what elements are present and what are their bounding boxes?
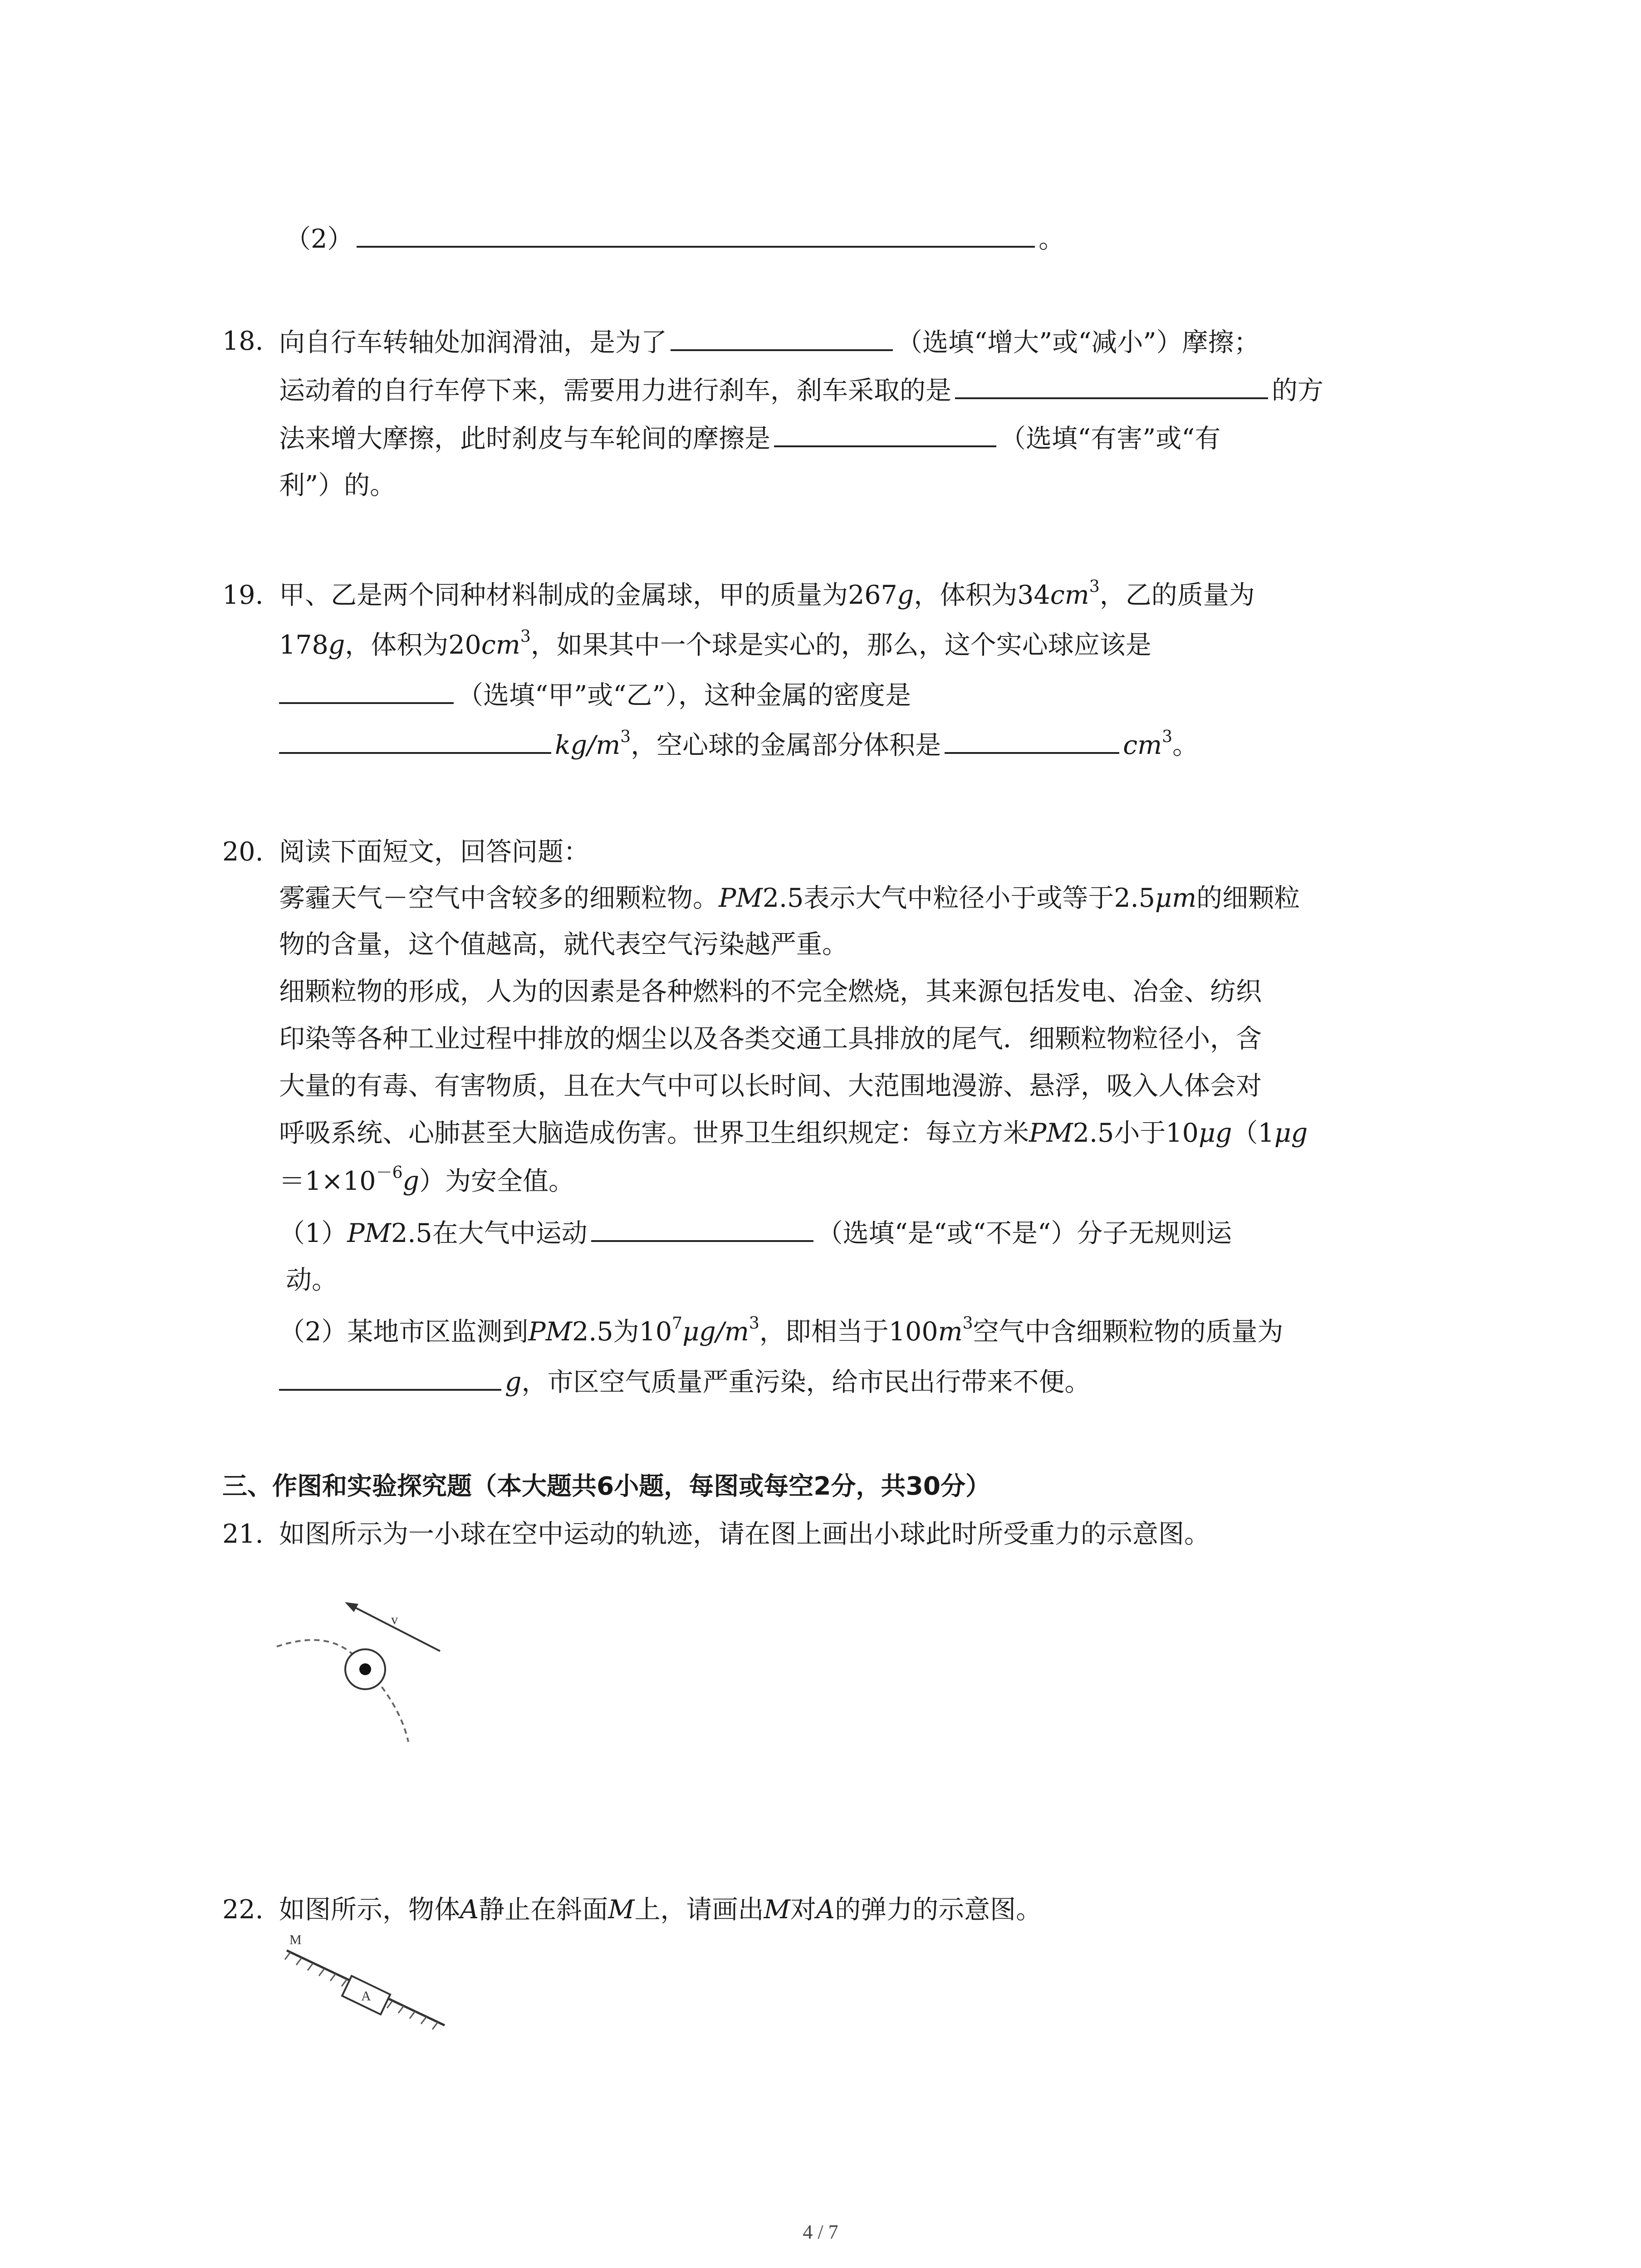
q20-line-5: 印染等各种工业过程中排放的烟尘以及各类交通工具排放的尾气．细颗粒物粒径小，含 [279,1024,1262,1054]
block-A-label: A [361,1989,371,2004]
unit-per-m: /m [715,1317,749,1347]
unit-g: g [328,630,345,660]
q22-text: 对 [790,1895,816,1925]
q20-text: 2.5为10 [572,1317,672,1347]
q18-line-3 [279,419,1220,457]
exponent: 3 [1089,577,1100,596]
unit-g: g [505,1367,522,1397]
q18-line-1 [279,323,1260,361]
q20-line-1: 阅读下面短文，回答问题： [279,837,589,867]
q20-text: （2）某地市区监测到 [279,1317,529,1347]
q20-text: ，即相当于100 [759,1317,938,1347]
q18-blank-1[interactable] [671,323,893,351]
q22-line [279,1892,1042,1928]
q21-number: 21. [222,1519,264,1549]
q20-text: ）为安全值。 [419,1166,574,1196]
q20-sub1-line-1 [279,1214,1232,1251]
ball-center-dot [359,1663,371,1675]
q22-incline-figure[interactable] [277,1928,467,2055]
q21-text: 如图所示为一小球在空中运动的轨迹，请在图上画出小球此时所受重力的示意图。 [279,1519,1210,1549]
q19-text: ，体积为20 [345,630,481,660]
q19-line-4 [279,726,1198,763]
q20-line-4: 细颗粒物的形成，人为的因素是各种燃料的不完全燃烧，其来源包括发电、冶金、纺织 [279,977,1262,1007]
q19-text: ，如果其中一个球是实心的，那么，这个实心球应该是 [530,630,1151,660]
exponent: 3 [962,1314,973,1333]
q19-number: 19. [222,580,264,610]
q19-text: 178 [279,630,328,660]
q19-line-2 [279,627,1151,663]
unit-cm: cm [1050,580,1089,610]
q17-answer-blank[interactable] [357,220,1035,248]
pm-term: PM [347,1218,391,1248]
q20-sub2-line-1 [279,1314,1283,1350]
q20-line-2 [279,880,1300,916]
q20-number: 20. [222,837,264,867]
q20-text: 2.5在大气中运动 [391,1218,588,1248]
q18-text: （选填“有害”或“有 [1000,424,1221,454]
q19-text: 甲、乙是两个同种材料制成的金属球，甲的质量为267 [279,580,897,610]
q19-blank-1[interactable] [279,676,454,704]
unit-um: μm [1155,883,1197,913]
q20-line-3: 物的含量，这个值越高，就代表空气污染越严重。 [279,929,848,959]
q22-text: 上，请画出 [634,1895,764,1925]
unit-ug: μg [1274,1118,1308,1148]
q21-ball-trajectory-figure[interactable] [272,1597,463,1746]
q20-text: 的细颗粒 [1196,883,1300,913]
q19-line-1 [279,577,1255,613]
q19-text: 。 [1172,730,1199,760]
q20-text: （选填“是“或“不是“）分子无规则运 [817,1218,1232,1248]
unit-g: g [402,1166,419,1196]
q18-text: 法来增大摩擦，此时刹皮与车轮间的摩擦是 [279,424,770,454]
q18-text: 的方 [1272,376,1323,406]
var-M: M [608,1895,635,1925]
q18-text: 运动着的自行车停下来，需要用力进行刹车，刹车采取的是 [279,376,951,406]
exponent: 7 [672,1314,683,1333]
pm-term: PM [1029,1118,1073,1148]
q20-text: （1 [1232,1118,1274,1148]
q20-text: ，市区空气质量严重污染，给市民出行带来不便。 [521,1367,1091,1397]
q20-text: 呼吸系统、心肺甚至大脑造成伤害。世界卫生组织规定：每立方米 [279,1118,1029,1148]
q22-number: 22. [222,1895,264,1925]
q22-text: 的弹力的示意图。 [835,1895,1042,1925]
pm-term: PM [528,1317,572,1347]
q22-text: 如图所示，物体 [279,1895,460,1925]
q19-blank-2[interactable] [279,726,551,754]
section-3-heading: 三、作图和实验探究题（本大题共6小题，每图或每空2分，共30分） [222,1471,991,1501]
q18-text: （选填“增大”或“减小”）摩擦； [896,327,1260,357]
q18-blank-3[interactable] [774,419,996,447]
page-number: 4 / 7 [803,2221,838,2243]
q20-text: 2.5小于10 [1073,1118,1199,1148]
exponent: 3 [1162,728,1173,746]
unit-ug: μg [682,1317,716,1347]
q18-number: 18. [222,326,264,356]
unit-cm: cm [1123,730,1162,760]
q20-text: 雾霾天气－空气中含较多的细颗粒物。 [279,883,719,913]
q20-sub-label: （1） [279,1218,348,1248]
q19-text: ，体积为34 [914,580,1050,610]
q18-blank-2[interactable] [955,371,1268,399]
q20-blank-1[interactable] [591,1214,813,1242]
q18-line-2 [279,371,1323,409]
trajectory-path [277,1640,408,1742]
var-M: M [764,1895,790,1925]
q22-text: 静止在斜面 [479,1895,608,1925]
q20-sub2-line-2 [279,1363,1091,1400]
q20-text: 2.5表示大气中粒径小于或等于2.5 [762,883,1156,913]
q20-text: ＝1×10 [279,1166,376,1196]
q17-end-mark: 。 [1038,224,1065,254]
exponent: 3 [620,728,631,746]
exponent: 3 [749,1314,759,1333]
q19-blank-3[interactable] [945,726,1119,754]
q19-text: ，乙的质量为 [1099,580,1255,610]
q20-line-7 [279,1115,1308,1151]
velocity-arrowhead-icon [345,1602,358,1612]
unit-kg-per-m3: kg/m [555,730,621,760]
q17-part2-line [285,220,1064,257]
q20-line-6: 大量的有毒、有害物质，且在大气中可以长时间、大范围地漫游、悬浮，吸入人体会对 [279,1071,1262,1101]
velocity-label: v [391,1612,398,1627]
pm-term: PM [719,883,763,913]
exponent: －6 [376,1163,403,1182]
exponent: 3 [520,627,531,646]
unit-g: g [897,580,914,610]
q18-text: 向自行车转轴处加润滑油，是为了 [279,327,667,357]
q19-line-3 [279,676,911,714]
q17-part2-label: （2） [285,224,353,254]
var-A: A [460,1895,479,1925]
incline-M-label: M [289,1932,302,1947]
unit-ug: μg [1198,1118,1232,1148]
var-A: A [816,1895,835,1925]
q20-line-8 [279,1163,574,1199]
unit-cm: cm [481,630,520,660]
q20-text: 空气中含细颗粒物的质量为 [973,1317,1283,1347]
q19-text: ，空心球的金属部分体积是 [631,730,941,760]
q18-line-4: 利”）的。 [279,470,396,500]
q20-blank-2[interactable] [279,1363,501,1391]
q20-sub1-line-2: 动。 [286,1265,338,1295]
q19-text: （选填“甲”或“乙”），这种金属的密度是 [457,680,911,710]
unit-m: m [938,1317,963,1347]
